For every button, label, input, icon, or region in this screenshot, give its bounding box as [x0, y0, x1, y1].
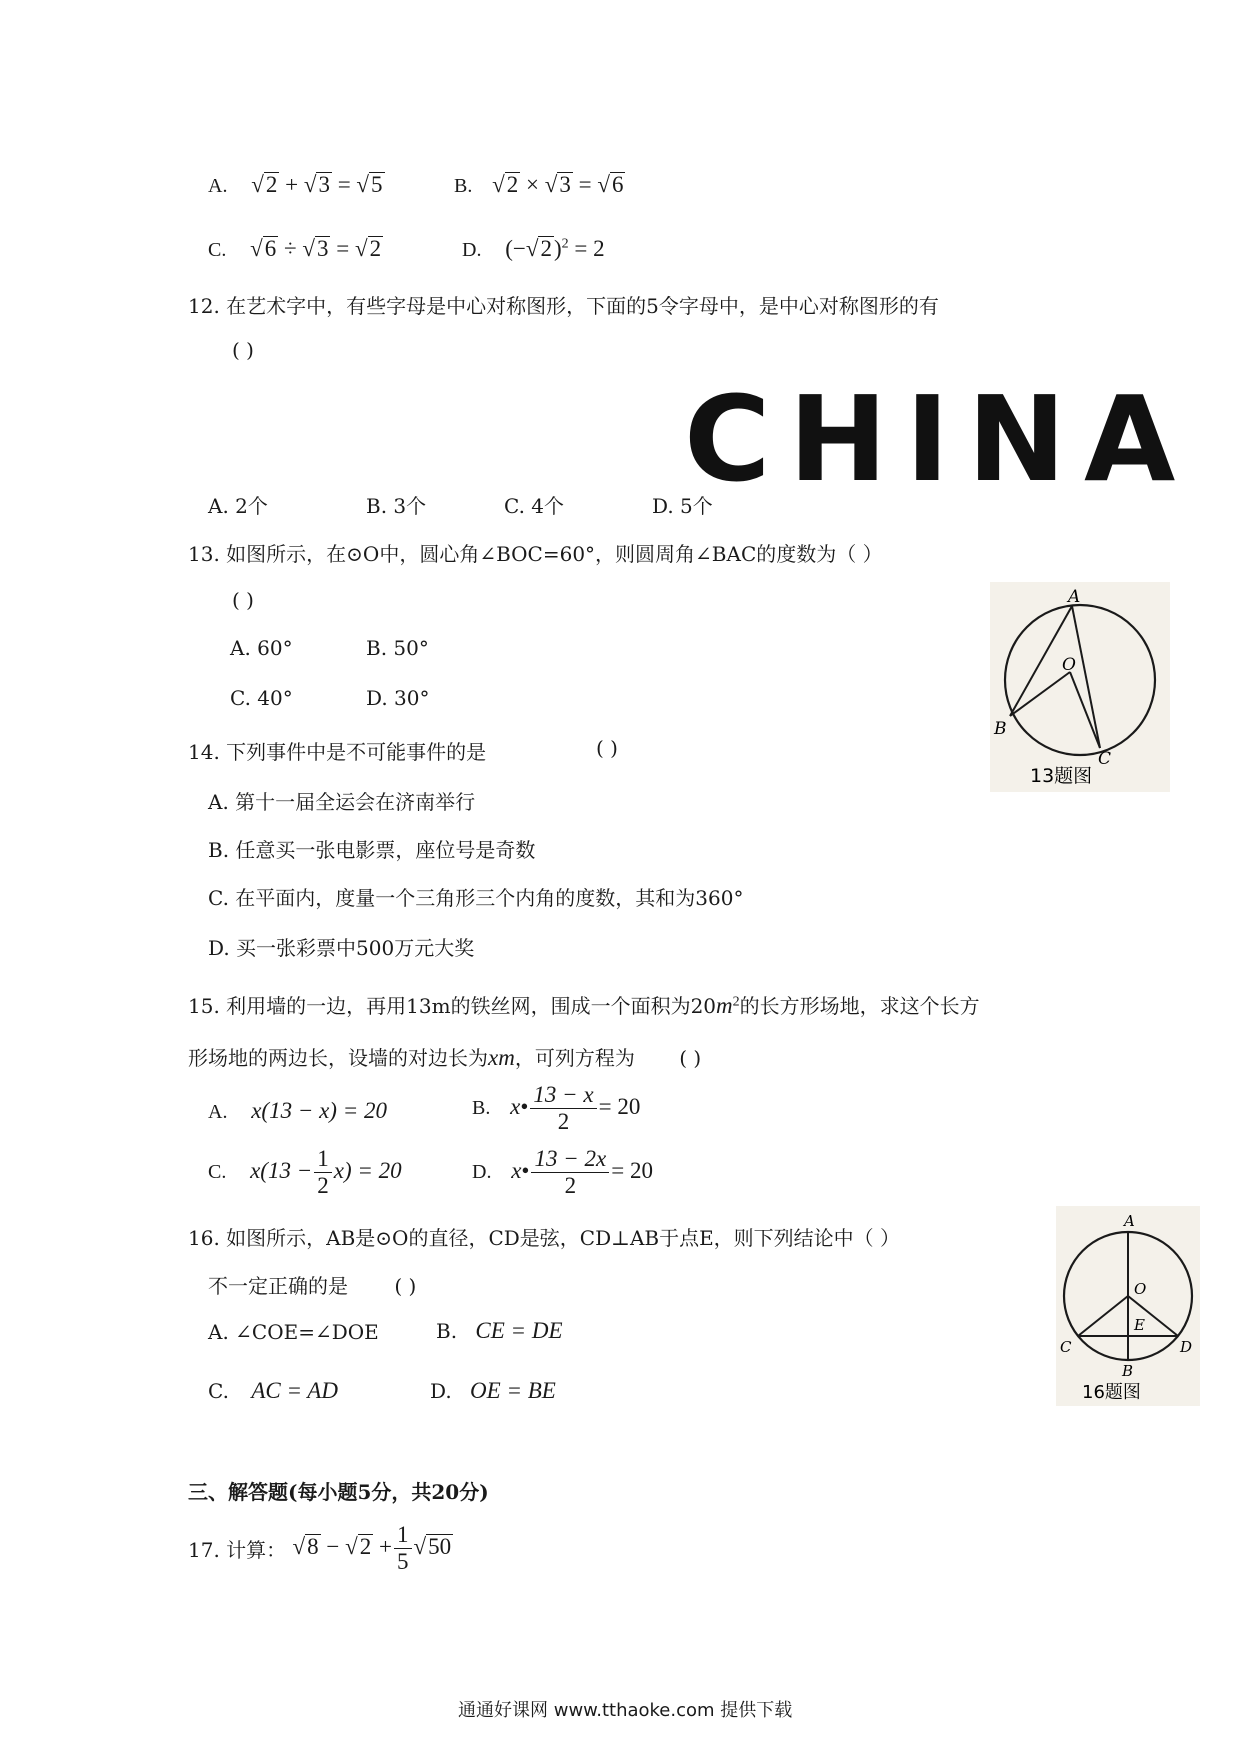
denominator: 2 [317, 1173, 329, 1199]
q14-option-c: C. 在平面内，度量一个三角形三个内角的度数，其和为360° [208, 886, 744, 910]
radicand: 2 [540, 236, 552, 261]
q15-option-d [472, 1146, 653, 1200]
q15-blank: ( ) [679, 1046, 702, 1070]
q17-expression: √8 − √2 + $\frac{1}{5}$ √50 [292, 1522, 452, 1575]
q12-option-b: B. 3个 [366, 494, 427, 518]
denominator: 5 [397, 1549, 409, 1575]
unit-m: m [716, 993, 733, 1018]
option-label: B. [472, 1097, 491, 1120]
numerator: 13 − x [530, 1082, 596, 1109]
equals: = [337, 172, 351, 197]
q13-stem: 13. 如图所示，在⊙O中，圆心角∠BOC=60°，则圆周角∠BAC的度数为（ ） [188, 542, 883, 566]
figure-caption: 13题图 [1030, 765, 1093, 787]
q16-blank: ( ) [394, 1274, 417, 1298]
numerator: 1 [394, 1522, 412, 1549]
operator: ÷ [283, 236, 297, 261]
variable-x: x [511, 1158, 522, 1184]
option-label: A. [208, 1101, 228, 1123]
dot-operator: • [520, 1094, 529, 1120]
radicand: 2 [359, 1534, 372, 1560]
label-o: O [1134, 1280, 1147, 1298]
fraction [530, 1082, 596, 1136]
exponent: 2 [732, 994, 740, 1010]
q13-option-b: B. 50° [366, 636, 429, 660]
radicand: 8 [307, 1534, 319, 1560]
q14-option-a: A. 第十一届全运会在济南举行 [208, 790, 476, 814]
q15-option-a [208, 1098, 387, 1124]
q13-blank: ( ) [232, 588, 254, 612]
variable-x: x [510, 1094, 521, 1120]
rhs: = 20 [598, 1094, 641, 1120]
q12-option-d: D. 5个 [652, 494, 713, 518]
q13-figure [990, 582, 1170, 792]
q14-option-b: B. 任意买一张电影票，座位号是奇数 [208, 838, 536, 862]
q12-blank: ( ) [232, 338, 254, 362]
label-c: C [1098, 749, 1112, 769]
fraction [314, 1146, 332, 1200]
q17 [188, 1522, 453, 1576]
rhs: = 20 [611, 1158, 653, 1184]
q16-figure [1056, 1206, 1200, 1406]
equation-pre: x(13 − [250, 1158, 313, 1184]
equation-rest: = 2 [568, 236, 605, 261]
option-label: D. [462, 239, 482, 261]
figure-caption: 16题图 [1082, 1382, 1141, 1403]
equation: OE = BE [470, 1378, 556, 1403]
label-a: A [1068, 587, 1081, 607]
q13-option-a: A. 60° [230, 636, 293, 660]
operator: + [285, 172, 299, 197]
dot-operator: • [521, 1158, 530, 1184]
denominator: 2 [557, 1109, 570, 1135]
radicand: 2 [369, 236, 382, 261]
label-b: B [994, 719, 1007, 739]
variable-xm: xm [488, 1045, 515, 1070]
q12-option-c: C. 4个 [504, 494, 565, 518]
q17-label: 17. 计算： [188, 1538, 287, 1563]
q15-option-b [472, 1082, 640, 1136]
q12-option-a: A. 2个 [208, 494, 268, 518]
stem-text: 15. 利用墙的一边，再用13m的铁丝网，围成一个面积为20 [188, 994, 717, 1018]
numerator: 1 [314, 1146, 332, 1173]
q16-stem2 [208, 1270, 416, 1299]
fraction [531, 1146, 609, 1200]
option-label: B. [454, 175, 473, 197]
section3-title: 三、解答题(每小题5分，共20分) [188, 1480, 489, 1504]
q16-stem: 16. 如图所示，AB是⊙O的直径，CD是弦，CD⊥AB于点E，则下列结论中（ ） [188, 1226, 901, 1250]
q11-option-b: B. √2 × √3 = √6 [454, 172, 624, 197]
radicand: 2 [506, 172, 519, 197]
q11-option-a: A. √2 + √3 = √5 [208, 172, 383, 197]
q13-option-c: C. 40° [230, 686, 293, 710]
q12-stem: 12. 在艺术字中，有些字母是中心对称图形，下面的5令字母中，是中心对称图形的有 [188, 294, 939, 318]
radicand: 50 [428, 1534, 452, 1560]
label-d: D [1180, 1338, 1193, 1356]
q14-stem: 14. 下列事件中是不可能事件的是 [188, 740, 487, 764]
label-a: A [1124, 1212, 1135, 1230]
equals: = [336, 236, 350, 261]
q14-blank: ( ) [596, 736, 618, 760]
operator: × [525, 172, 539, 197]
q15-stem-line2 [188, 1042, 701, 1071]
label-b: B [1122, 1362, 1134, 1380]
q15-stem-line1 [188, 990, 980, 1019]
figure-background [990, 582, 1170, 792]
exponent: 2 [561, 236, 569, 252]
q15-option-c [208, 1146, 402, 1200]
paren-open: (− [505, 236, 526, 261]
q16-option-b [436, 1318, 563, 1344]
equals: = [578, 172, 592, 197]
option-label: D. [472, 1161, 492, 1184]
label-o: O [1062, 655, 1076, 675]
equation: x(13 − x) = 20 [251, 1098, 387, 1123]
q11-option-c: C. √6 ÷ √3 = √2 [208, 236, 382, 261]
stem-text: 形场地的两边长，设墙的对边长为 [188, 1046, 488, 1070]
radicand: 3 [318, 172, 330, 197]
equation: CE = DE [475, 1318, 563, 1343]
paren-close: ) [553, 236, 562, 261]
q16-option-c [208, 1378, 338, 1404]
stem-text: ，可列方程为 [514, 1046, 635, 1070]
operator: + [379, 1534, 392, 1560]
option-label: C. [208, 1379, 229, 1403]
option-label: C. [208, 1161, 227, 1184]
q16-option-a: A. ∠COE=∠DOE [208, 1320, 379, 1344]
q11-option-d: D. $(-√2)^2 = 2$ [462, 236, 605, 261]
radicand: 3 [559, 172, 571, 197]
denominator: 2 [564, 1173, 577, 1199]
radicand: 6 [611, 172, 624, 197]
stem-text: 的长方形场地，求这个长方 [739, 994, 980, 1018]
radicand: 5 [371, 172, 383, 197]
stem-text: 不一定正确的是 [208, 1274, 348, 1298]
footer-text: 通通好课网 www.tthaoke.com 提供下载 [458, 1700, 793, 1721]
q16-option-d [430, 1378, 556, 1404]
label-c: C [1060, 1338, 1072, 1356]
equation: AC = AD [251, 1378, 338, 1403]
equation-post: x) = 20 [333, 1158, 402, 1184]
option-label: A. [208, 175, 228, 197]
option-label: C. [208, 239, 227, 261]
radicand: 2 [265, 172, 278, 197]
numerator: 13 − 2x [531, 1146, 609, 1173]
option-label: D. [430, 1379, 452, 1403]
q14-option-d: D. 买一张彩票中500万元大奖 [208, 936, 475, 960]
option-label: B. [436, 1319, 458, 1343]
radicand: 3 [316, 236, 329, 261]
radicand: 6 [264, 236, 277, 261]
operator: − [326, 1534, 340, 1560]
fraction [394, 1522, 412, 1576]
china-art-word: CHINA [684, 370, 1194, 508]
label-e: E [1134, 1316, 1145, 1334]
q13-option-d: D. 30° [366, 686, 430, 710]
